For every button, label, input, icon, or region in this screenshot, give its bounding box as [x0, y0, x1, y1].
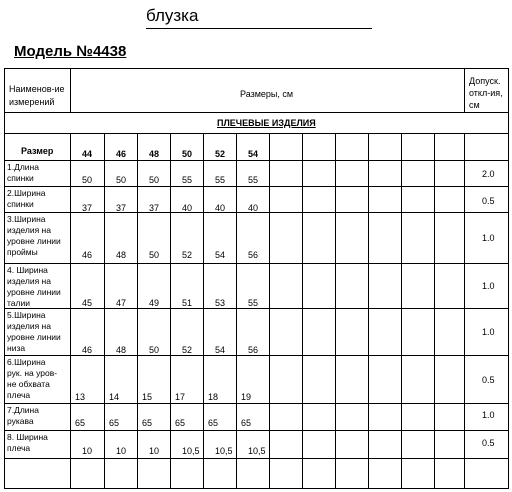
table-cell: 52 [182, 250, 193, 260]
table-cell: 50 [116, 175, 127, 185]
column-divider [203, 133, 204, 489]
column-divider [401, 133, 402, 489]
row-label: 2.Ширина спинки [7, 188, 46, 209]
table-cell: 50 [149, 250, 160, 260]
table-cell: 13 [75, 392, 86, 402]
table-cell: 56 [248, 250, 259, 260]
table-cell: 40 [248, 203, 259, 213]
table-cell: 15 [142, 392, 153, 402]
table-cell: 48 [116, 345, 127, 355]
tolerance-cell: 1.0 [482, 281, 495, 291]
table-cell: 51 [182, 298, 193, 308]
tolerance-cell: 2.0 [482, 169, 495, 179]
table-cell: 65 [175, 418, 186, 428]
table-cell: 37 [149, 203, 160, 213]
row-label: 8. Ширина плеча [7, 432, 48, 453]
table-cell: 40 [182, 203, 193, 213]
column-divider [335, 133, 336, 489]
column-divider [170, 133, 171, 489]
column-divider [70, 68, 71, 112]
column-divider [236, 133, 237, 489]
table-cell: 56 [248, 345, 259, 355]
table-cell: 10 [116, 446, 127, 456]
row-label: 4. Ширина изделия на уровне линии талии [7, 265, 61, 308]
table-cell: 17 [175, 392, 186, 402]
column-divider [434, 133, 435, 489]
table-cell: 50 [149, 175, 160, 185]
table-cell: 65 [142, 418, 153, 428]
table-cell: 54 [215, 250, 226, 260]
size-header-cell: 54 [248, 149, 259, 159]
table-cell: 65 [109, 418, 120, 428]
column-divider [368, 133, 369, 489]
table-cell: 55 [248, 175, 259, 185]
table-cell: 10,5 [248, 446, 266, 456]
table-cell: 50 [149, 345, 160, 355]
row-label: 3.Ширина изделия на уровне линии проймы [7, 214, 61, 257]
table-cell: 10 [82, 446, 93, 456]
column-divider [104, 133, 105, 489]
table-cell: 54 [215, 345, 226, 355]
column-divider [269, 133, 270, 489]
table-cell: 18 [208, 392, 219, 402]
tolerance-cell: 1.0 [482, 327, 495, 337]
row-divider [4, 112, 509, 113]
table-cell: 49 [149, 298, 160, 308]
table-cell: 53 [215, 298, 226, 308]
column-divider [137, 133, 138, 489]
table-cell: 46 [82, 345, 93, 355]
column-divider [464, 68, 465, 112]
table-cell: 10 [149, 446, 160, 456]
column-divider [464, 133, 465, 489]
table-cell: 10,5 [215, 446, 233, 456]
tolerance-cell: 1.0 [482, 410, 495, 420]
header-sizes: Размеры, см [240, 89, 294, 99]
tolerance-cell: 0.5 [482, 375, 495, 385]
table-cell: 65 [75, 418, 86, 428]
table-cell: 46 [82, 250, 93, 260]
section-title: ПЛЕЧЕВЫЕ ИЗДЕЛИЯ [217, 118, 316, 128]
row-label: 6.Ширина рук. на уров- не обхвата плеча [7, 357, 58, 400]
table-cell: 50 [82, 175, 93, 185]
table-cell: 47 [116, 298, 127, 308]
table-cell: 65 [208, 418, 219, 428]
table-cell: 14 [109, 392, 120, 402]
table-cell: 37 [82, 203, 93, 213]
table-cell: 52 [182, 345, 193, 355]
table-cell: 45 [82, 298, 93, 308]
row-label: 5.Ширина изделия на уровне линии низа [7, 310, 61, 353]
size-header-cell: 44 [82, 149, 93, 159]
size-header-cell: 52 [215, 149, 226, 159]
size-header-cell: 50 [182, 149, 193, 159]
size-row-label: Размер [21, 146, 54, 156]
header-tolerance: Допуск. откл-ия, см [469, 76, 503, 110]
table-cell: 37 [116, 203, 127, 213]
tolerance-cell: 0.5 [482, 438, 495, 448]
header-measurement-name: Наименов-ие измерений [9, 84, 65, 107]
table-cell: 10,5 [182, 446, 200, 456]
tolerance-cell: 1.0 [482, 233, 495, 243]
size-header-cell: 46 [116, 149, 127, 159]
tolerance-cell: 0.5 [482, 196, 495, 206]
table-cell: 48 [116, 250, 127, 260]
row-label: 7.Длина рукава [7, 405, 39, 426]
table-cell: 55 [215, 175, 226, 185]
table-cell: 65 [241, 418, 252, 428]
row-label: 1.Длина спинки [7, 162, 39, 183]
column-divider [302, 133, 303, 489]
size-header-cell: 48 [149, 149, 160, 159]
column-divider [70, 133, 71, 489]
table-cell: 55 [248, 298, 259, 308]
table-cell: 40 [215, 203, 226, 213]
table-cell: 19 [241, 392, 252, 402]
table-cell: 55 [182, 175, 193, 185]
model-title: Модель №4438 [14, 43, 127, 60]
document-title: блузка [146, 6, 372, 29]
